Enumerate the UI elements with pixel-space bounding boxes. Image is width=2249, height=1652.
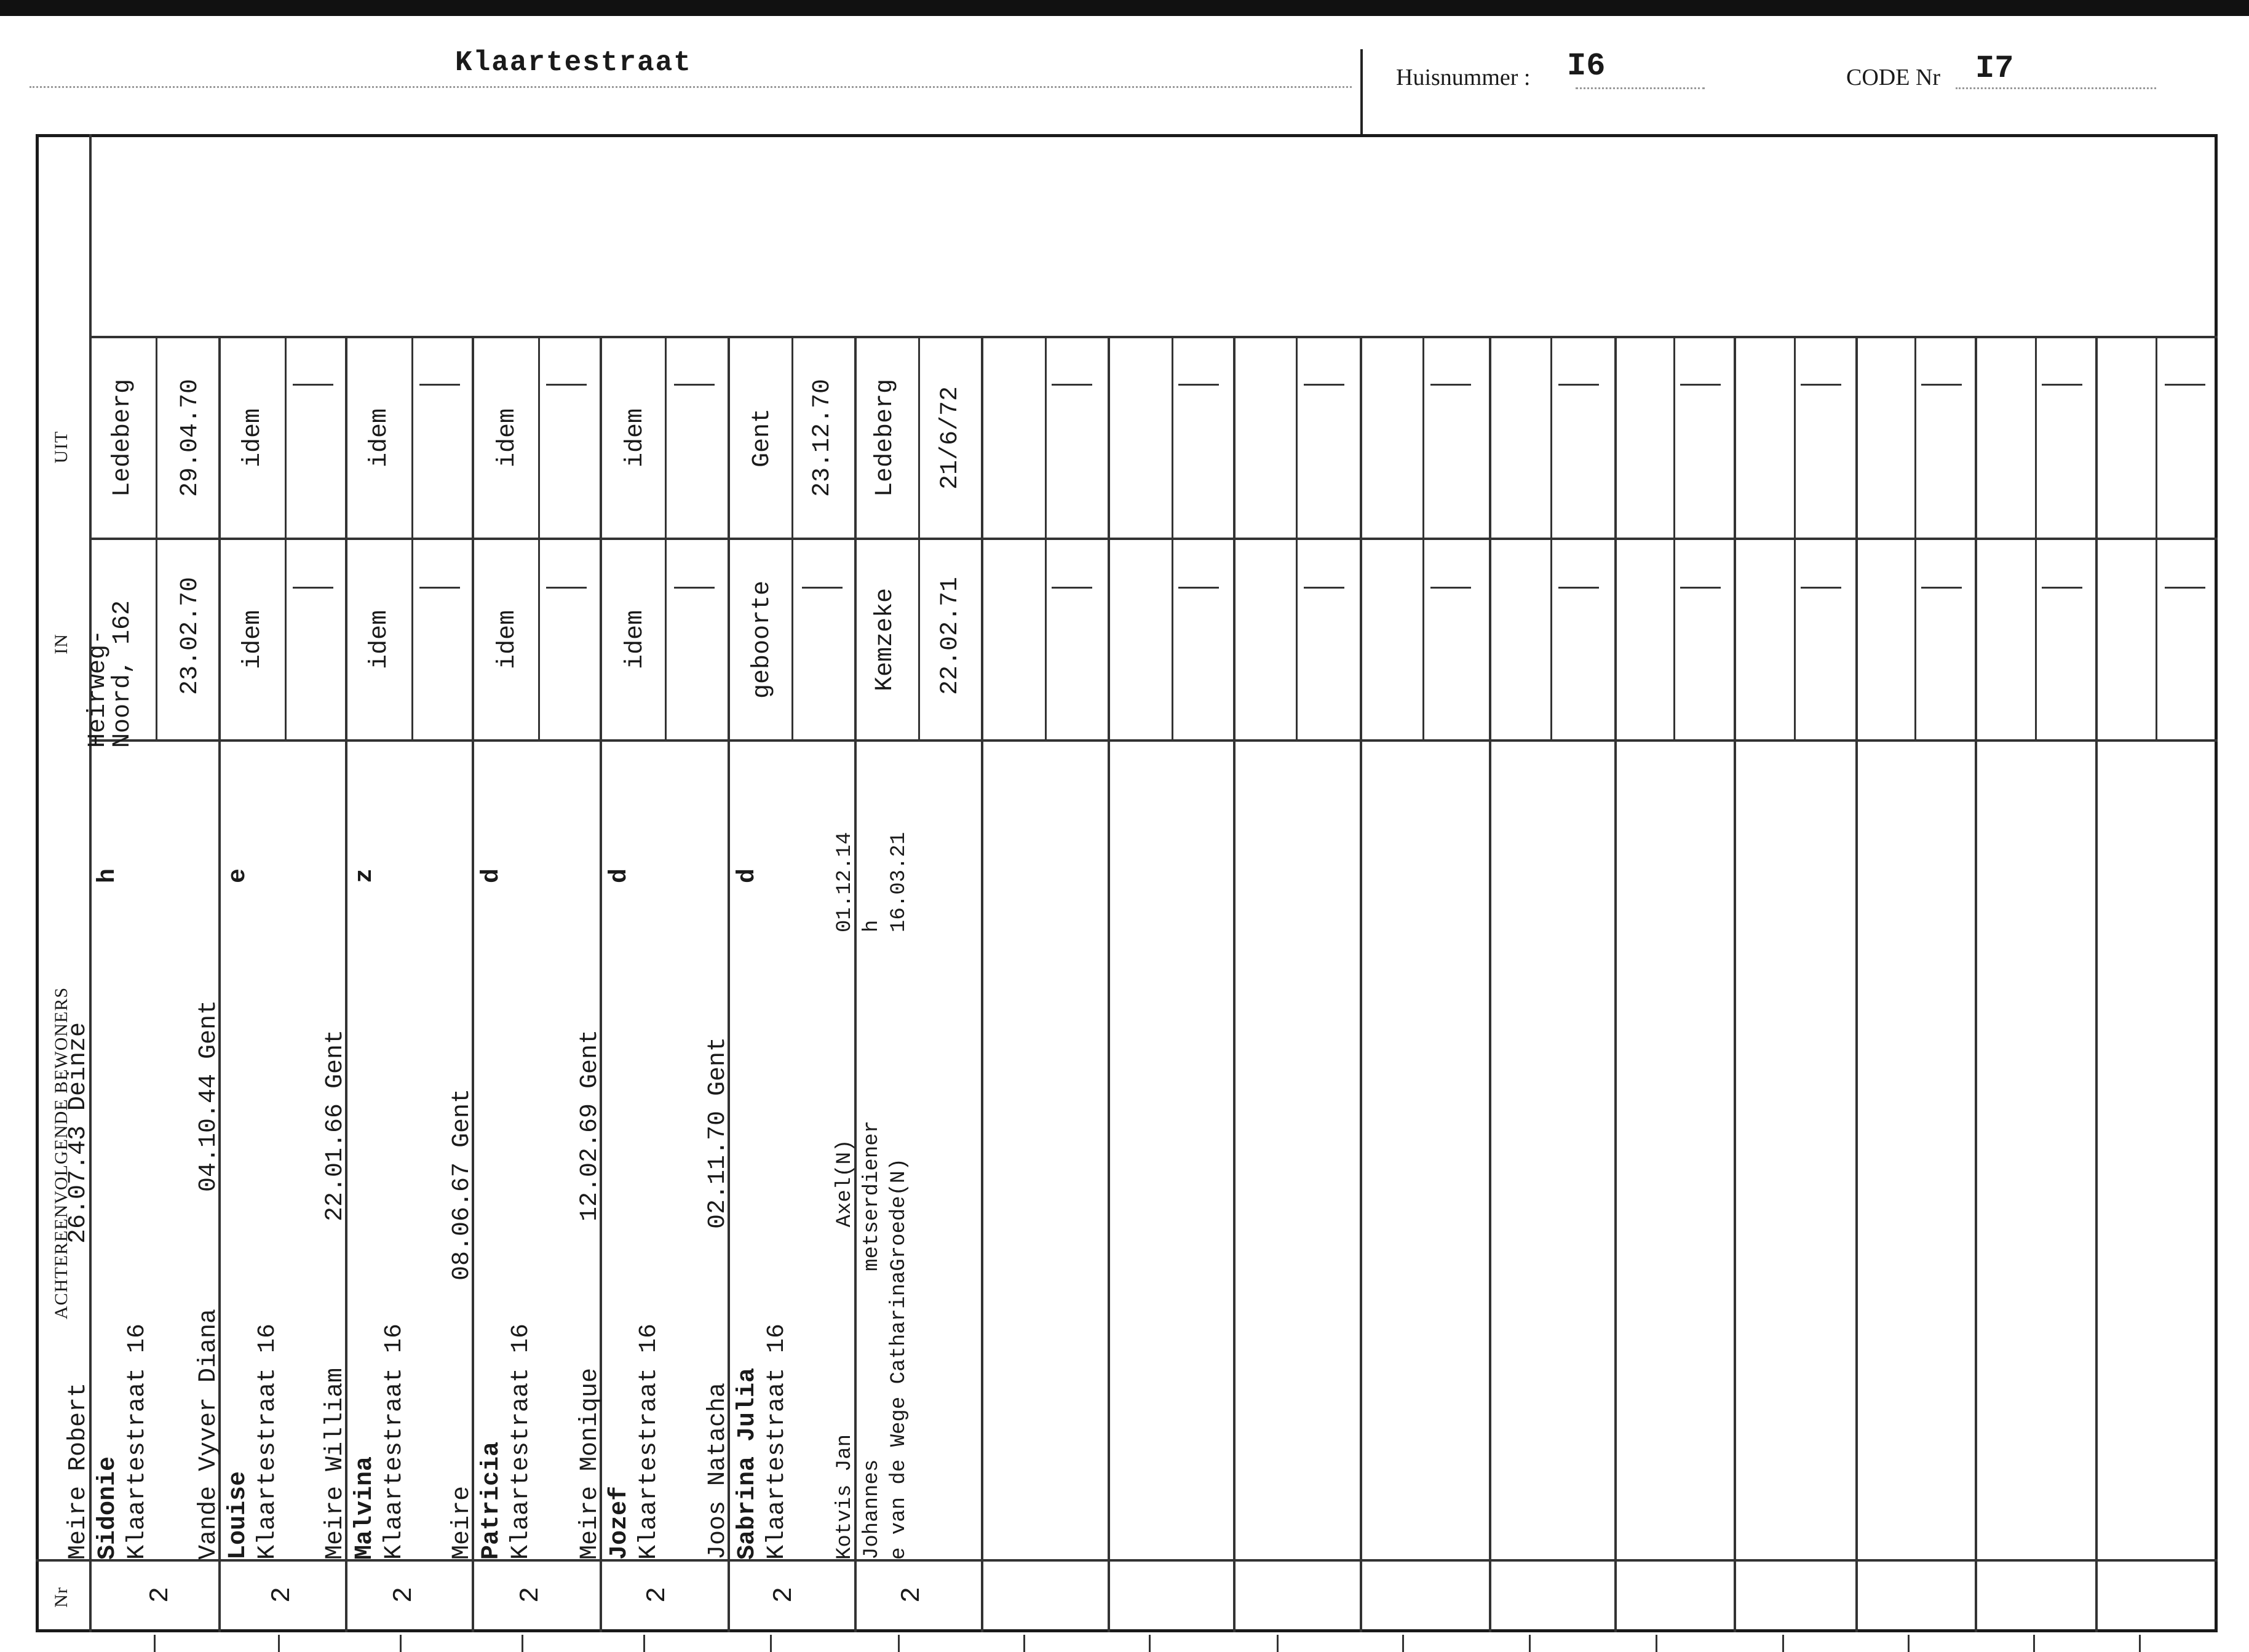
uit-dash [674, 384, 715, 386]
resident-name: Vande Vyver Diana [195, 1308, 223, 1560]
resident-entry [704, 809, 812, 1560]
uit-dash [1801, 384, 1841, 386]
resident-address: Klaartestraat 16 [635, 1323, 663, 1560]
uit-dash [1558, 384, 1599, 386]
top-border-bar [0, 0, 2249, 16]
resident-extra: d [478, 868, 506, 883]
bottom-tick [2139, 1635, 2141, 1652]
bottom-tick [1149, 1635, 1151, 1652]
bottom-tick [1529, 1635, 1531, 1652]
bottom-tick [1277, 1635, 1279, 1652]
sub-column-line [1673, 336, 1675, 739]
in-dash [1558, 587, 1599, 589]
resident-info: 02.11.70 Gent [704, 1036, 732, 1229]
uit-top-line [89, 336, 2218, 338]
resident-address: Klaartestraat 16 [381, 1323, 408, 1560]
resident-info: 12.02.69 Gent [576, 1029, 604, 1221]
sub-column-line [538, 336, 540, 739]
column-line [1360, 336, 1362, 1632]
uit-dash [293, 384, 333, 386]
nr-label: Nr [51, 1587, 71, 1608]
column-line [2095, 336, 2098, 1632]
column-line [1108, 336, 1110, 1632]
column-line [1233, 336, 1236, 1632]
entry-number: 2 [897, 1586, 928, 1603]
uit-dash [546, 384, 587, 386]
in-dash [1921, 587, 1962, 589]
resident-extra: d [606, 868, 633, 883]
resident-entry [831, 809, 940, 1560]
resident-name: Joos Natacha [704, 1382, 732, 1560]
resident-extra [763, 809, 792, 883]
sub-column-line [2156, 336, 2157, 739]
uit-dash [2042, 384, 2082, 386]
residents-label: ACHTEREENVOLGENDE BEWONERS [51, 987, 71, 1320]
bottom-tick [898, 1635, 900, 1652]
in-dash [2042, 587, 2082, 589]
column-line [981, 336, 983, 1632]
uit-date: 21/6/72 [937, 386, 964, 490]
resident-address: Klaartestraat 16 [254, 1323, 282, 1560]
sub-column-line [1794, 336, 1796, 739]
uit-place: Ledeberg [109, 378, 137, 498]
column-line [1614, 336, 1617, 1632]
entry-number: 2 [769, 1586, 800, 1603]
street-dotted-line [30, 86, 1352, 88]
in-date: 22.02.71 [937, 576, 964, 696]
in-place: Kemzeke [871, 587, 899, 692]
bottom-tick [770, 1635, 772, 1652]
bottom-tick [400, 1635, 402, 1652]
entry-number: 2 [515, 1586, 547, 1603]
resident-name: Jozef [606, 1485, 633, 1560]
uit-in-line [89, 538, 2218, 540]
in-place: idem [239, 610, 267, 670]
resident-extra [194, 809, 224, 883]
column-line [1489, 336, 1491, 1632]
sub-column-line [665, 336, 667, 739]
sub-column-line [1550, 336, 1552, 739]
sub-column-line [1296, 336, 1298, 739]
resident-name: Meire Monique [576, 1367, 604, 1560]
uit-dash [1178, 384, 1219, 386]
sub-column-line [1422, 336, 1424, 739]
bottom-tick [1023, 1635, 1025, 1652]
code-number-value: I7 [1975, 50, 2014, 87]
in-place: idem [366, 610, 394, 670]
column-line [1855, 336, 1858, 1632]
in-place-line-1: Heirweg- [84, 629, 112, 748]
resident-name: Meire William [322, 1367, 349, 1560]
resident-extra [321, 809, 351, 883]
resident-entry [194, 809, 303, 1560]
resident-extra: 16.03.21 [887, 832, 911, 932]
in-dash [1801, 587, 1841, 589]
resident-info: metserdiener [860, 1120, 884, 1271]
uit-dash [419, 384, 460, 386]
house-number-value: I6 [1567, 48, 1606, 84]
resident-extra [576, 809, 605, 883]
resident-entry [448, 809, 556, 1560]
resident-extra: d [734, 868, 761, 883]
uit-place: idem [366, 408, 394, 468]
resident-name: Meire [448, 1485, 476, 1560]
resident-extra [253, 809, 283, 883]
in-dash [1052, 587, 1092, 589]
in-place [86, 551, 135, 748]
house-number-dots [1576, 87, 1705, 89]
column-line [1734, 336, 1736, 1632]
uit-dash [1052, 384, 1092, 386]
in-dash [1680, 587, 1721, 589]
in-place: idem [494, 610, 522, 670]
in-place: geboorte [748, 580, 776, 699]
resident-name: Johannes [860, 1459, 884, 1560]
uit-dash [1304, 384, 1344, 386]
sub-column-line [285, 336, 287, 739]
resident-address: Klaartestraat 16 [124, 1323, 151, 1560]
resident-name: Kotvis Jan [833, 1434, 857, 1560]
resident-info: 08.06.67 Gent [448, 1088, 476, 1281]
resident-extra: 01.12.14 [833, 832, 857, 932]
resident-extra: e [224, 868, 252, 883]
bottom-tick [643, 1635, 645, 1652]
uit-date: 29.04.70 [177, 378, 204, 498]
in-dash [419, 587, 460, 589]
in-residents-line [89, 739, 2218, 742]
resident-extra [704, 809, 733, 883]
in-dash [546, 587, 587, 589]
uit-dash [2165, 384, 2205, 386]
street-name: Klaartestraat [455, 47, 692, 79]
resident-entry [64, 809, 172, 1560]
resident-name: Sabrina Julia [734, 1367, 761, 1560]
column-line [1975, 336, 1977, 1632]
header-separator [1360, 49, 1363, 135]
resident-info: 04.10.44 Gent [195, 999, 223, 1192]
sub-column-line [791, 336, 793, 739]
entry-number: 2 [267, 1586, 298, 1603]
resident-name: Meire Robert [65, 1382, 92, 1560]
uit-dash [1921, 384, 1962, 386]
entry-number: 2 [145, 1586, 177, 1603]
resident-name: Malvina [351, 1456, 379, 1560]
in-dash [293, 587, 333, 589]
resident-entry [576, 809, 684, 1560]
bottom-tick [1908, 1635, 1910, 1652]
bottom-tick [1656, 1635, 1657, 1652]
uit-place: idem [622, 408, 649, 468]
resident-address: Klaartestraat 16 [507, 1323, 535, 1560]
resident-name: Sidonie [94, 1456, 122, 1560]
resident-extra [635, 809, 664, 883]
uit-dash [1430, 384, 1471, 386]
resident-extra: h [94, 868, 122, 883]
uit-place: Gent [748, 408, 776, 468]
bottom-tick [522, 1635, 523, 1652]
resident-extra: h [860, 919, 884, 933]
in-place: idem [622, 610, 649, 670]
resident-info: Axel(N) [833, 1139, 857, 1228]
resident-extra [123, 809, 153, 883]
bottom-tick [1782, 1635, 1784, 1652]
bottom-tick [2033, 1635, 2035, 1652]
uit-dash [1680, 384, 1721, 386]
resident-extra [64, 809, 93, 883]
in-dash [2165, 587, 2205, 589]
uit-place: idem [239, 408, 267, 468]
resident-name: e van de Wege CatharinaGroede(N) [887, 1158, 911, 1560]
resident-extra [448, 809, 477, 883]
in-place-line-2: Noord, 162 [109, 600, 137, 748]
sub-column-line [918, 336, 920, 739]
resident-extra [507, 809, 536, 883]
house-number-label: Huisnummer : [1396, 65, 1531, 90]
uit-place: Ledeberg [871, 378, 899, 498]
in-dash [1304, 587, 1344, 589]
in-label: IN [51, 633, 71, 654]
sub-column-line [156, 336, 157, 739]
resident-info: 22.01.66 Gent [322, 1029, 349, 1221]
sub-column-line [2035, 336, 2037, 739]
uit-label: UIT [51, 431, 71, 464]
sub-column-line [1045, 336, 1047, 739]
resident-entry [321, 809, 429, 1560]
sub-column-line [411, 336, 413, 739]
resident-extra [380, 809, 410, 883]
in-date: 23.02.70 [177, 576, 204, 696]
resident-address: Klaartestraat 16 [763, 1323, 791, 1560]
uit-date: 23.12.70 [809, 378, 836, 498]
bottom-tick [1402, 1635, 1404, 1652]
code-number-label: CODE Nr [1846, 65, 1941, 90]
in-dash [674, 587, 715, 589]
bottom-tick [278, 1635, 280, 1652]
resident-info: 26.07.43 Deinze [65, 1022, 92, 1244]
sub-column-line [1172, 336, 1173, 739]
code-number-dots [1956, 87, 2156, 89]
resident-name: Patricia [478, 1441, 506, 1560]
in-dash [1178, 587, 1219, 589]
in-dash [802, 587, 843, 589]
resident-extra: z [351, 868, 379, 883]
uit-place: idem [494, 408, 522, 468]
entry-number: 2 [389, 1586, 420, 1603]
in-dash [1430, 587, 1471, 589]
sub-column-line [1914, 336, 1916, 739]
resident-name: Louise [224, 1471, 252, 1560]
bottom-tick [154, 1635, 156, 1652]
entry-number: 2 [642, 1586, 673, 1603]
